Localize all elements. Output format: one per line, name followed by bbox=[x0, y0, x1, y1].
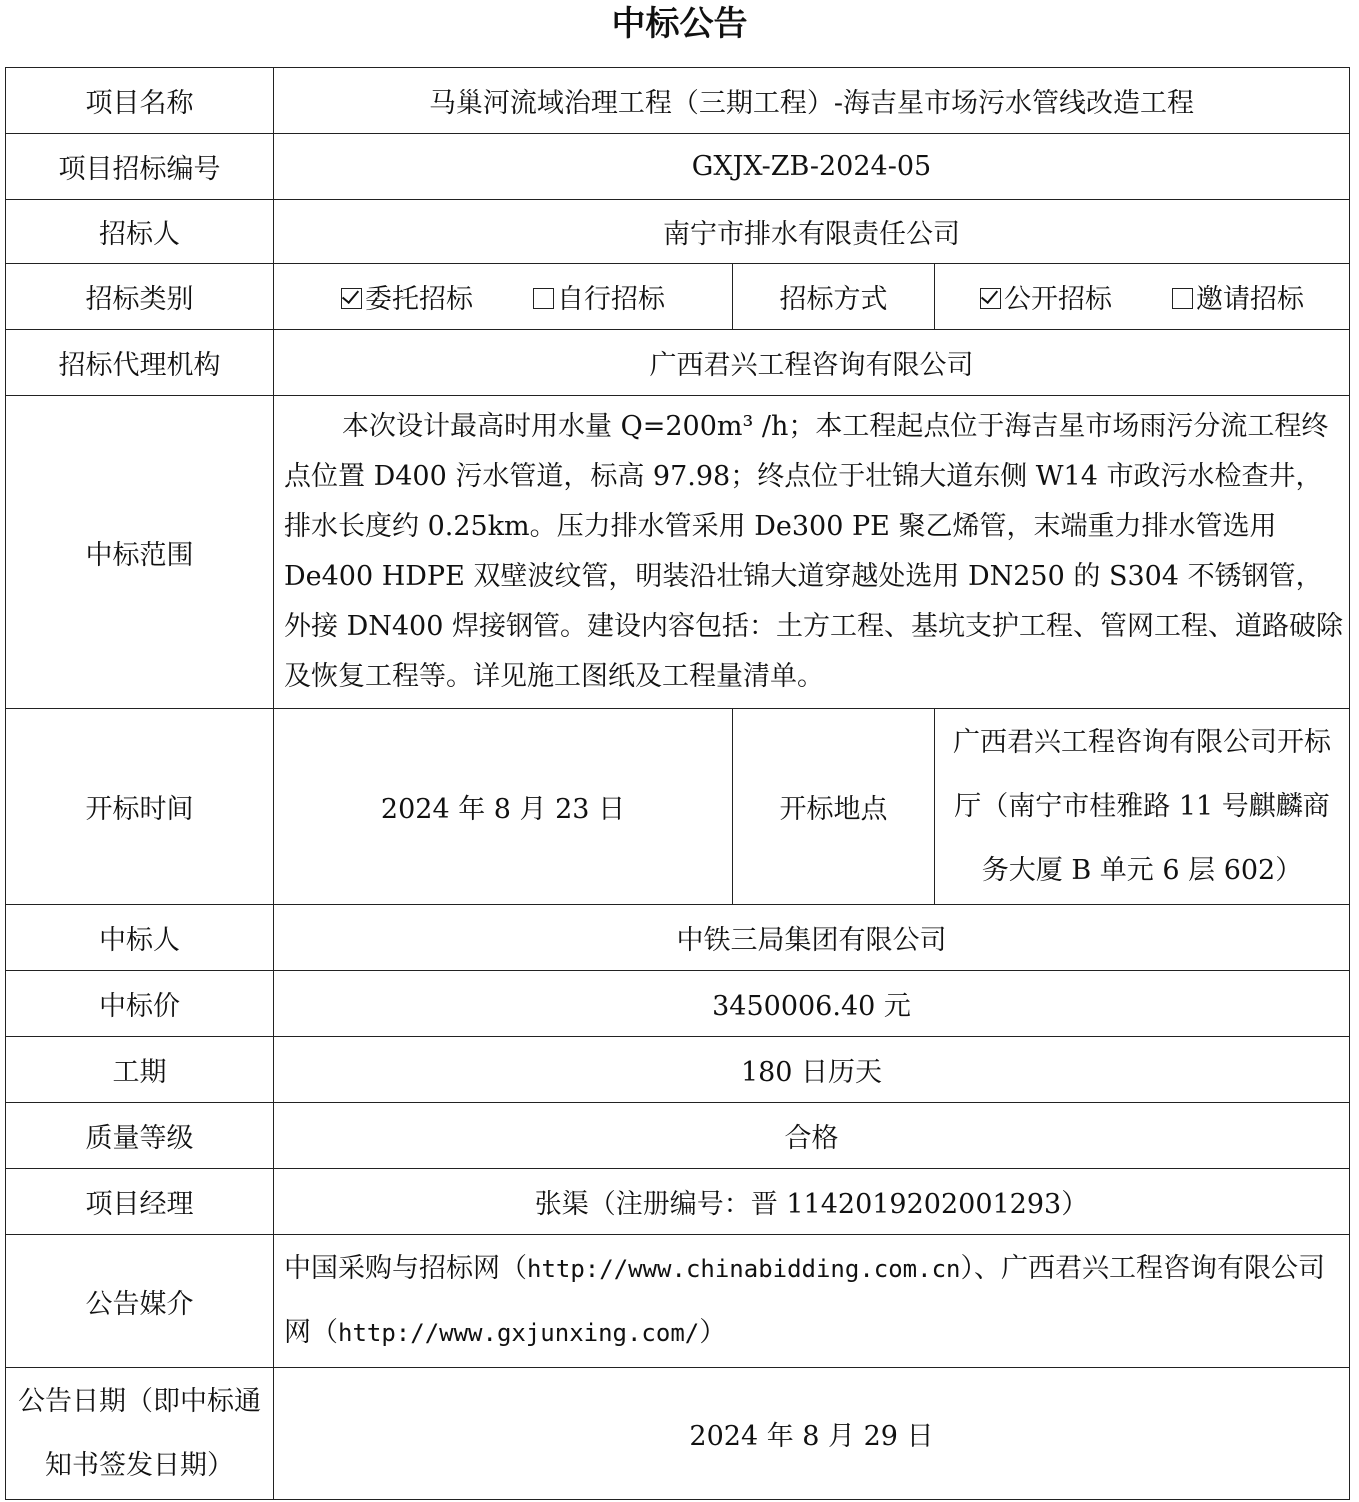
option-self-label: 自行招标 bbox=[557, 284, 665, 315]
agency-label: 招标代理机构 bbox=[6, 330, 274, 396]
row-agency bbox=[6, 330, 1350, 396]
row-opening bbox=[6, 709, 1350, 905]
price-label: 中标价 bbox=[6, 971, 274, 1037]
row-quality bbox=[6, 1103, 1350, 1169]
option-open[interactable] bbox=[980, 277, 1112, 316]
date-value: 2024 年 8 月 29 日 bbox=[274, 1368, 1350, 1500]
media-link-chinabidding[interactable]: http://www.chinabidding.com.cn bbox=[527, 1255, 961, 1283]
category-label: 招标类别 bbox=[6, 264, 274, 330]
date-label: 公告日期（即中标通知书签发日期） bbox=[6, 1368, 274, 1500]
option-invite[interactable] bbox=[1172, 277, 1304, 316]
row-project-name bbox=[6, 68, 1350, 134]
media-link-gxjunxing[interactable]: http://www.gxjunxing.com/ bbox=[338, 1319, 700, 1347]
method-label: 招标方式 bbox=[733, 264, 935, 330]
manager-label: 项目经理 bbox=[6, 1169, 274, 1235]
empty-box-icon bbox=[533, 288, 554, 309]
tenderer-value: 南宁市排水有限责任公司 bbox=[274, 200, 1350, 264]
checked-box-icon bbox=[341, 288, 362, 309]
row-tenderer bbox=[6, 200, 1350, 264]
row-tender-no bbox=[6, 134, 1350, 200]
category-options bbox=[274, 264, 733, 330]
scope-label: 中标范围 bbox=[6, 396, 274, 709]
option-entrusted[interactable] bbox=[341, 277, 473, 316]
project-name-value: 马巢河流域治理工程（三期工程）-海吉星市场污水管线改造工程 bbox=[274, 68, 1350, 134]
row-winner bbox=[6, 905, 1350, 971]
media-text-3: ） bbox=[699, 1317, 727, 1348]
opening-time-label: 开标时间 bbox=[6, 709, 274, 905]
winner-label: 中标人 bbox=[6, 905, 274, 971]
option-open-label: 公开招标 bbox=[1004, 284, 1112, 315]
project-name-label: 项目名称 bbox=[6, 68, 274, 134]
row-duration bbox=[6, 1037, 1350, 1103]
row-manager bbox=[6, 1169, 1350, 1235]
quality-value: 合格 bbox=[274, 1103, 1350, 1169]
duration-label: 工期 bbox=[6, 1037, 274, 1103]
scope-value: 本次设计最高时用水量 Q=200m³ /h；本工程起点位于海吉星市场雨污分流工程终点位置 D400 污水管道，标高 97.98；终点位于壮锦大道东侧 W14 市政污水检查井，排水长度约 0.25km。压力排水管采用 De300 PE 聚乙烯管，末端重力排水管选用 De400 HDPE 双壁波纹管，明装沿壮锦大道穿越处选用 DN250 的 S304 不锈钢管，外接 DN400 焊接钢管。建设内容包括：土方工程、基坑支护工程、管网工程、道路破除及恢复工程等。详见施工图纸及工程量清单。 bbox=[274, 396, 1350, 709]
opening-place-value: 广西君兴工程咨询有限公司开标厅（南宁市桂雅路 11 号麒麟商务大厦 B 单元 6 层 602） bbox=[935, 709, 1350, 905]
tenderer-label: 招标人 bbox=[6, 200, 274, 264]
price-value: 3450006.40 元 bbox=[274, 971, 1350, 1037]
media-text-1: 中国采购与招标网（ bbox=[284, 1253, 527, 1284]
quality-label: 质量等级 bbox=[6, 1103, 274, 1169]
opening-time-value: 2024 年 8 月 23 日 bbox=[274, 709, 733, 905]
row-price bbox=[6, 971, 1350, 1037]
agency-value: 广西君兴工程咨询有限公司 bbox=[274, 330, 1350, 396]
manager-value: 张渠（注册编号：晋 1142019202001293） bbox=[274, 1169, 1350, 1235]
option-invite-label: 邀请招标 bbox=[1196, 284, 1304, 315]
option-entrusted-label: 委托招标 bbox=[365, 284, 473, 315]
empty-box-icon bbox=[1172, 288, 1193, 309]
notice-table bbox=[5, 67, 1350, 1500]
tender-no-label: 项目招标编号 bbox=[6, 134, 274, 200]
row-scope bbox=[6, 396, 1350, 709]
tender-no-value: GXJX-ZB-2024-05 bbox=[274, 134, 1350, 200]
option-self[interactable] bbox=[533, 277, 665, 316]
checked-box-icon bbox=[980, 288, 1001, 309]
media-label: 公告媒介 bbox=[6, 1235, 274, 1368]
row-media bbox=[6, 1235, 1350, 1368]
row-date bbox=[6, 1368, 1350, 1500]
media-value bbox=[274, 1235, 1350, 1368]
opening-place-label: 开标地点 bbox=[733, 709, 935, 905]
page-title: 中标公告 bbox=[611, 4, 748, 44]
media-text-2: ）、广西君兴工程咨询有限公司网（ bbox=[284, 1253, 1325, 1348]
row-category bbox=[6, 264, 1350, 330]
winner-value: 中铁三局集团有限公司 bbox=[274, 905, 1350, 971]
duration-value: 180 日历天 bbox=[274, 1037, 1350, 1103]
method-options bbox=[935, 264, 1350, 330]
